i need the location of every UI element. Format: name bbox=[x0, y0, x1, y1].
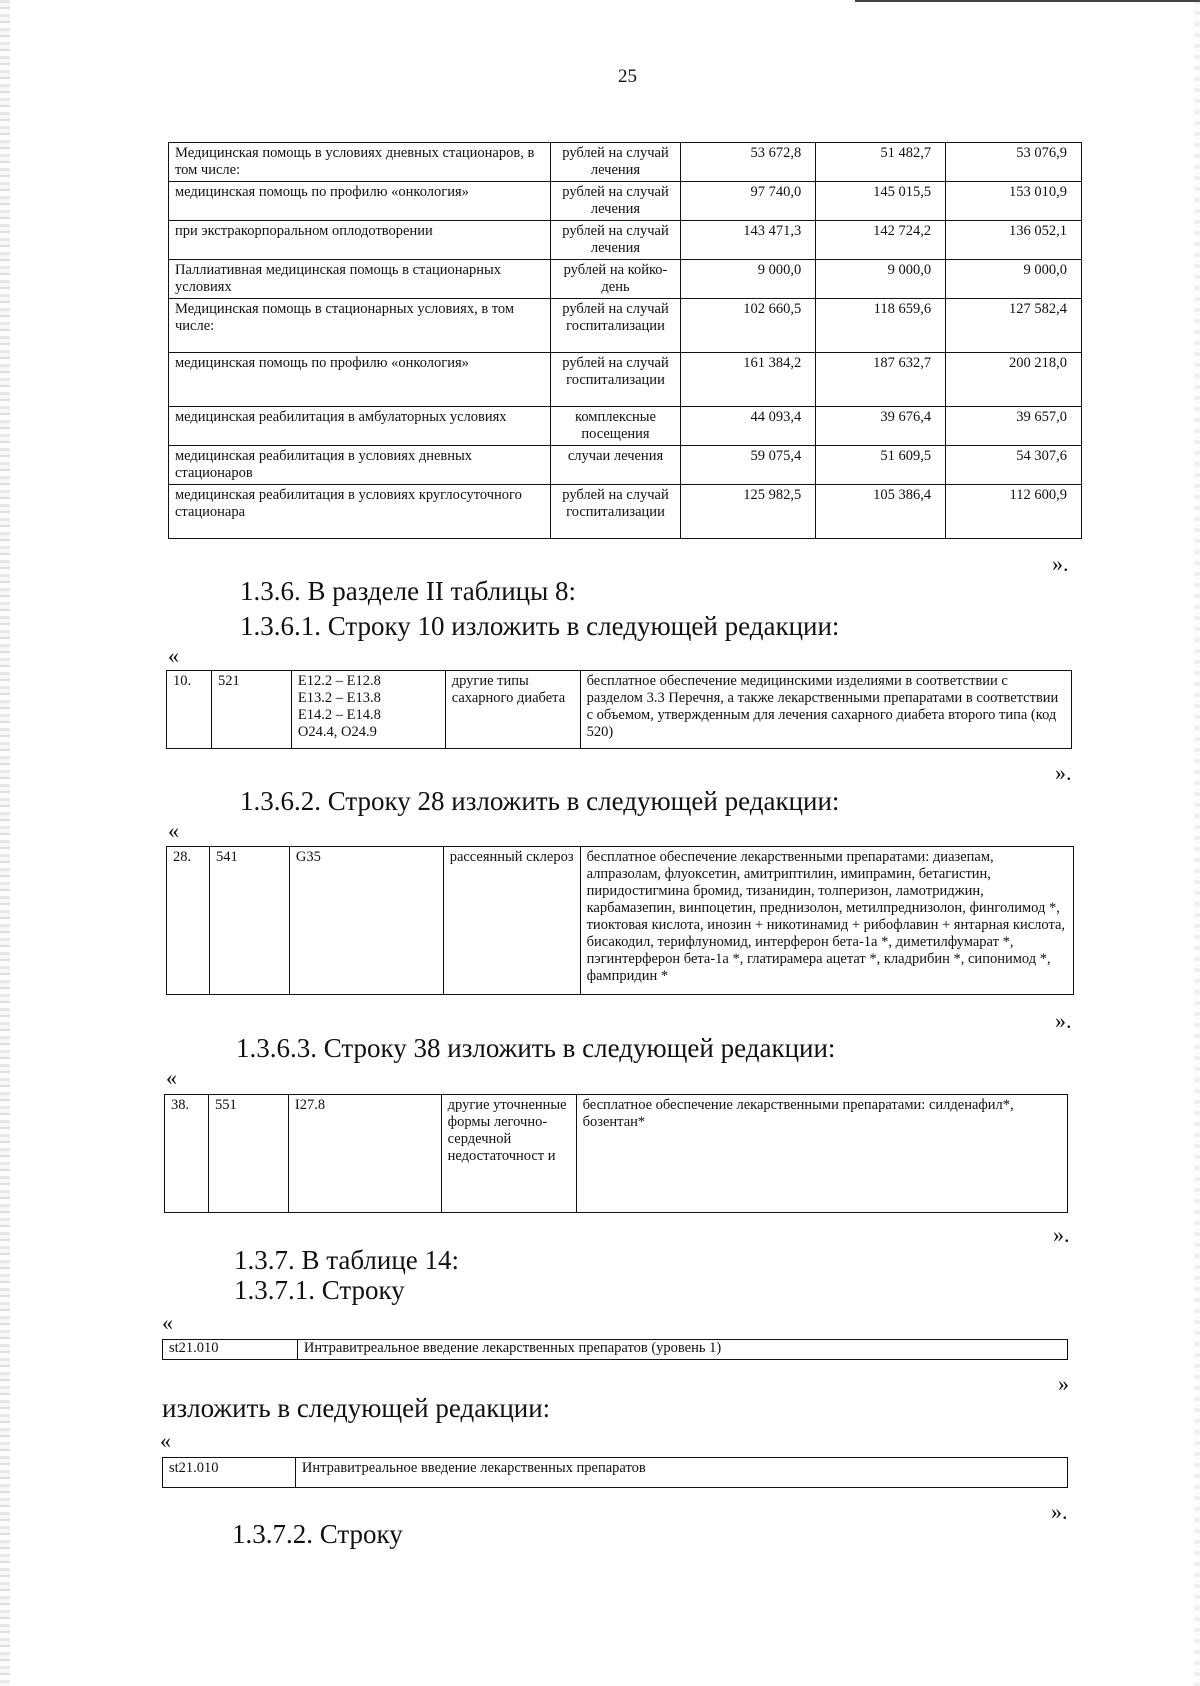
row-name-cell: медицинская помощь по профилю «онкология» bbox=[169, 182, 551, 221]
table-row bbox=[169, 143, 1082, 182]
value-cell: 9 000,0 bbox=[946, 260, 1082, 299]
value-cell: 142 724,2 bbox=[816, 221, 946, 260]
close-quote: ». bbox=[1053, 1222, 1070, 1247]
row-name-cell: Медицинская помощь в условиях дневных стационаров, в том числе: bbox=[169, 143, 551, 182]
st-new-table bbox=[162, 1457, 1068, 1488]
row-number: 38. bbox=[165, 1095, 209, 1213]
icd-cell: G35 bbox=[289, 847, 443, 995]
value-cell: 39 676,4 bbox=[816, 407, 946, 446]
value-cell: 51 609,5 bbox=[816, 446, 946, 485]
treatment-cell: бесплатное обеспечение лекарственными препаратами: диазепам, алпразолам, флуоксетин, амитриптилин, имипрамин, бетагистин, пиридостигмина бромид, тизанидин, толперизон, ламотриджин, карбамазепин, винпоцетин, преднизолон, метилпреднизолон, финголимод *, тиоктовая кислота, инозин + никотинамид + рибофлавин + янтарная кислота, бисакодил, терифлуномид, интерферон бета-1а *, диметилфумарат *, пэгинтерферон бета-1а *, глатирамера ацетат *, кладрибин *, сипонимод *, фампридин * bbox=[580, 847, 1073, 995]
row-name-cell: при экстракорпоральном оплодотворении bbox=[169, 221, 551, 260]
value-cell: 161 384,2 bbox=[681, 353, 816, 407]
row-10-table bbox=[166, 670, 1072, 749]
scan-edge-left bbox=[0, 0, 10, 1686]
row-number: 28. bbox=[167, 847, 210, 995]
unit-cell: рублей на случай лечения bbox=[550, 143, 681, 182]
unit-cell: комплексные посещения bbox=[550, 407, 681, 446]
value-cell: 102 660,5 bbox=[681, 299, 816, 353]
unit-cell: рублей на случай лечения bbox=[550, 182, 681, 221]
code-cell: 541 bbox=[209, 847, 289, 995]
value-cell: 187 632,7 bbox=[816, 353, 946, 407]
table-row bbox=[169, 407, 1082, 446]
open-quote: « bbox=[160, 1428, 171, 1453]
unit-cell: рублей на случай лечения bbox=[550, 221, 681, 260]
value-cell: 125 982,5 bbox=[681, 485, 816, 539]
section-heading: 1.3.6.1. Строку 10 изложить в следующей редакции: bbox=[240, 611, 840, 641]
close-quote: ». bbox=[1055, 1008, 1072, 1033]
row-38-table bbox=[164, 1094, 1068, 1213]
disease-cell: рассеянный склероз bbox=[443, 847, 580, 995]
open-quote: « bbox=[168, 643, 179, 668]
icd-cell: E12.2 – E12.8 E13.2 – E13.8 E14.2 – E14.8 O24.4, O24.9 bbox=[291, 671, 445, 749]
close-quote: ». bbox=[1055, 760, 1072, 785]
disease-cell: другие типы сахарного диабета bbox=[445, 671, 580, 749]
close-quote: ». bbox=[1051, 1499, 1068, 1524]
text-cell: Интравитреальное введение лекарственных препаратов (уровень 1) bbox=[297, 1340, 1067, 1360]
value-cell: 112 600,9 bbox=[946, 485, 1082, 539]
close-quote: » bbox=[1058, 1371, 1069, 1396]
value-cell: 51 482,7 bbox=[816, 143, 946, 182]
unit-cell: рублей на случай госпитализации bbox=[550, 353, 681, 407]
value-cell: 97 740,0 bbox=[681, 182, 816, 221]
icd-cell: I27.8 bbox=[288, 1095, 441, 1213]
table-row bbox=[167, 847, 1074, 995]
table-row bbox=[169, 446, 1082, 485]
table-row bbox=[169, 221, 1082, 260]
code-cell: st21.010 bbox=[163, 1458, 296, 1488]
close-quote: ». bbox=[1052, 551, 1069, 576]
code-cell: st21.010 bbox=[163, 1340, 298, 1360]
value-cell: 153 010,9 bbox=[946, 182, 1082, 221]
treatment-cell: бесплатное обеспечение лекарственными препаратами: силденафил*, бозентан* bbox=[576, 1095, 1067, 1213]
table-row bbox=[169, 182, 1082, 221]
replace-text: изложить в следующей редакции: bbox=[162, 1393, 551, 1423]
section-heading: 1.3.6.3. Строку 38 изложить в следующей редакции: bbox=[236, 1033, 836, 1063]
cost-table bbox=[168, 142, 1082, 539]
row-name-cell: Паллиативная медицинская помощь в стационарных условиях bbox=[169, 260, 551, 299]
scan-top-line bbox=[855, 0, 1200, 2]
row-number: 10. bbox=[167, 671, 212, 749]
value-cell: 59 075,4 bbox=[681, 446, 816, 485]
text-cell: Интравитреальное введение лекарственных препаратов bbox=[295, 1458, 1067, 1488]
page-number: 25 bbox=[618, 66, 637, 87]
code-cell: 521 bbox=[211, 671, 291, 749]
value-cell: 9 000,0 bbox=[681, 260, 816, 299]
scan-edge-right bbox=[1194, 0, 1200, 1686]
section-heading: 1.3.7. В таблице 14: bbox=[234, 1245, 460, 1275]
value-cell: 118 659,6 bbox=[816, 299, 946, 353]
open-quote: « bbox=[166, 1065, 177, 1090]
table-row bbox=[169, 485, 1082, 539]
open-quote: « bbox=[162, 1310, 173, 1335]
value-cell: 54 307,6 bbox=[946, 446, 1082, 485]
table-row bbox=[165, 1095, 1068, 1213]
row-name-cell: медицинская реабилитация в амбулаторных условиях bbox=[169, 407, 551, 446]
value-cell: 143 471,3 bbox=[681, 221, 816, 260]
table-row bbox=[163, 1340, 1068, 1360]
value-cell: 39 657,0 bbox=[946, 407, 1082, 446]
unit-cell: рублей на случай госпитализации bbox=[550, 485, 681, 539]
row-name-cell: Медицинская помощь в стационарных условиях, в том числе: bbox=[169, 299, 551, 353]
table-row bbox=[169, 260, 1082, 299]
unit-cell: рублей на койко-день bbox=[550, 260, 681, 299]
st-old-table bbox=[162, 1339, 1068, 1360]
table-row bbox=[167, 671, 1072, 749]
section-heading: 1.3.7.2. Строку bbox=[232, 1519, 403, 1549]
value-cell: 145 015,5 bbox=[816, 182, 946, 221]
code-cell: 551 bbox=[208, 1095, 288, 1213]
value-cell: 136 052,1 bbox=[946, 221, 1082, 260]
table-row bbox=[163, 1458, 1068, 1488]
value-cell: 127 582,4 bbox=[946, 299, 1082, 353]
open-quote: « bbox=[168, 818, 179, 843]
row-name-cell: медицинская помощь по профилю «онкология» bbox=[169, 353, 551, 407]
section-heading: 1.3.6.2. Строку 28 изложить в следующей редакции: bbox=[240, 786, 840, 816]
value-cell: 105 386,4 bbox=[816, 485, 946, 539]
table-row bbox=[169, 353, 1082, 407]
section-heading: 1.3.6. В разделе II таблицы 8: bbox=[240, 576, 577, 606]
value-cell: 53 672,8 bbox=[681, 143, 816, 182]
disease-cell: другие уточненные формы легочно-сердечной недостаточност и bbox=[441, 1095, 576, 1213]
row-name-cell: медицинская реабилитация в условиях круглосуточного стационара bbox=[169, 485, 551, 539]
value-cell: 200 218,0 bbox=[946, 353, 1082, 407]
row-name-cell: медицинская реабилитация в условиях дневных стационаров bbox=[169, 446, 551, 485]
treatment-cell: бесплатное обеспечение медицинскими изделиями в соответствии с разделом 3.3 Перечня, а также лекарственными препаратами в соответствии с объемом, утвержденным для лечения сахарного диабета второго типа (код 520) bbox=[580, 671, 1071, 749]
value-cell: 44 093,4 bbox=[681, 407, 816, 446]
unit-cell: случаи лечения bbox=[550, 446, 681, 485]
value-cell: 9 000,0 bbox=[816, 260, 946, 299]
section-heading: 1.3.7.1. Строку bbox=[234, 1275, 405, 1305]
table-row bbox=[169, 299, 1082, 353]
value-cell: 53 076,9 bbox=[946, 143, 1082, 182]
unit-cell: рублей на случай госпитализации bbox=[550, 299, 681, 353]
row-28-table bbox=[166, 846, 1074, 995]
